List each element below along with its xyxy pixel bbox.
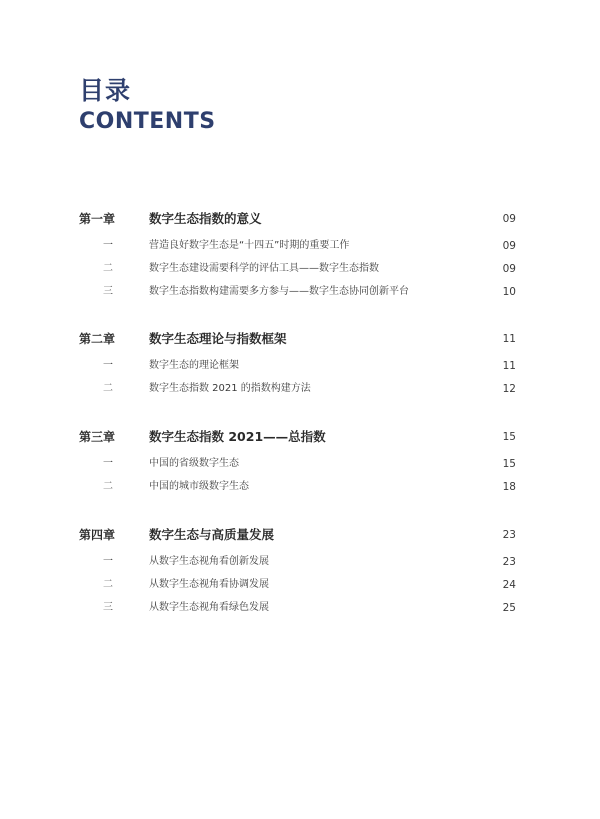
toc-section-entry[interactable] [79, 284, 516, 300]
section-title: 从数字生态视角看绿色发展 [149, 602, 269, 613]
chapter-title: 数字生态指数的意义 [149, 211, 262, 226]
chapter-page-number: 15 [502, 431, 516, 443]
toc-chapter-2 [79, 331, 516, 397]
section-page-number: 09 [502, 240, 516, 252]
page-subtitle: CONTENTS [79, 109, 216, 134]
toc-section-entry[interactable] [79, 577, 516, 593]
chapter-title: 数字生态理论与指数框架 [149, 331, 287, 346]
toc-chapter-entry[interactable] [79, 211, 516, 227]
section-number: 一 [103, 458, 113, 469]
section-title: 营造良好数字生态是“十四五”时期的重要工作 [149, 240, 350, 251]
section-title: 从数字生态视角看创新发展 [149, 556, 269, 567]
chapter-page-number: 09 [502, 213, 516, 225]
toc-chapter-3 [79, 429, 516, 495]
chapter-title: 数字生态与高质量发展 [149, 527, 275, 542]
chapter-number: 第三章 [79, 430, 116, 444]
toc-section-entry[interactable] [79, 238, 516, 254]
toc-chapter-entry[interactable] [79, 331, 516, 347]
toc-section-entry[interactable] [79, 479, 516, 495]
section-page-number: 18 [502, 481, 516, 493]
chapter-number: 第四章 [79, 528, 116, 542]
section-page-number: 23 [502, 556, 516, 568]
section-page-number: 24 [502, 579, 516, 591]
section-page-number: 11 [502, 360, 516, 372]
section-title: 数字生态的理论框架 [149, 360, 239, 371]
section-title: 中国的省级数字生态 [149, 458, 239, 469]
page-title: 目录 [79, 76, 132, 105]
section-number: 一 [103, 240, 113, 251]
toc-chapter-entry[interactable] [79, 429, 516, 445]
section-number: 一 [103, 556, 113, 567]
toc-section-entry[interactable] [79, 600, 516, 616]
section-title: 中国的城市级数字生态 [149, 481, 249, 492]
section-number: 二 [103, 481, 113, 492]
section-page-number: 12 [502, 383, 516, 395]
chapter-number: 第二章 [79, 332, 116, 346]
toc-section-entry[interactable] [79, 261, 516, 277]
section-title: 数字生态建设需要科学的评估工具——数字生态指数 [149, 263, 379, 274]
section-number: 二 [103, 383, 113, 394]
section-number: 三 [103, 286, 113, 297]
section-page-number: 09 [502, 263, 516, 275]
toc-section-entry[interactable] [79, 554, 516, 570]
section-title: 数字生态指数 2021 的指数构建方法 [149, 383, 311, 394]
section-number: 二 [103, 579, 113, 590]
toc-chapter-1 [79, 211, 516, 300]
toc-section-entry[interactable] [79, 456, 516, 472]
toc-section-entry[interactable] [79, 381, 516, 397]
chapter-page-number: 23 [502, 529, 516, 541]
section-number: 三 [103, 602, 113, 613]
toc-heading [79, 76, 216, 136]
toc-chapter-entry[interactable] [79, 527, 516, 543]
section-number: 一 [103, 360, 113, 371]
section-page-number: 25 [502, 602, 516, 614]
section-number: 二 [103, 263, 113, 274]
section-page-number: 10 [502, 286, 516, 298]
chapter-title: 数字生态指数 2021——总指数 [149, 429, 326, 444]
toc-section-entry[interactable] [79, 358, 516, 374]
chapter-number: 第一章 [79, 212, 116, 226]
toc-chapter-4 [79, 527, 516, 616]
section-title: 数字生态指数构建需要多方参与——数字生态协同创新平台 [149, 286, 409, 297]
section-title: 从数字生态视角看协调发展 [149, 579, 269, 590]
section-page-number: 15 [502, 458, 516, 470]
chapter-page-number: 11 [502, 333, 516, 345]
